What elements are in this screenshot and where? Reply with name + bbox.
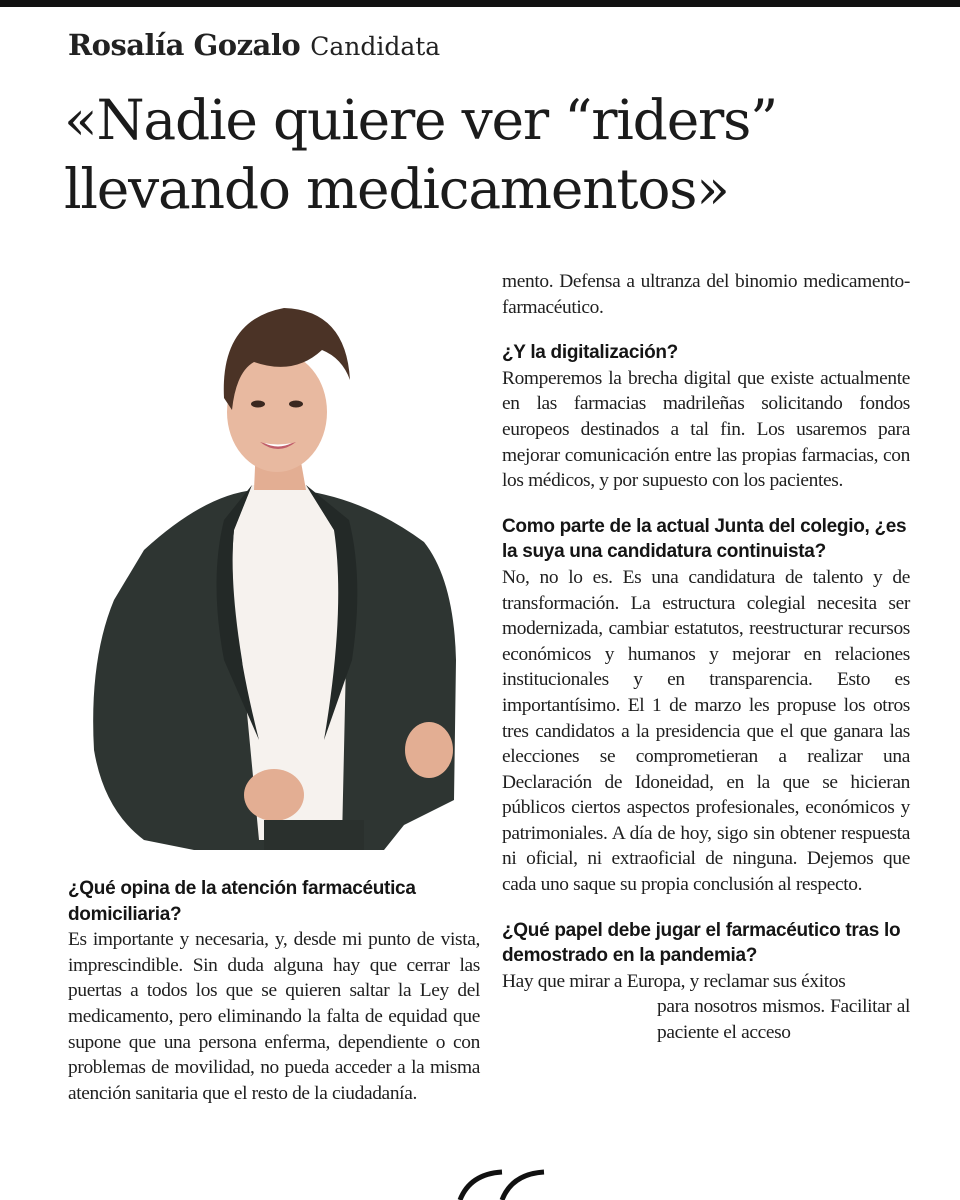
hand-left (244, 769, 304, 821)
qa-block-continuity (502, 514, 910, 898)
byline (68, 28, 440, 62)
left-column (68, 876, 480, 1126)
question: ¿Qué papel debe jugar el farmacéutico tras lo demostrado en la pandemia? (502, 919, 901, 967)
answer: Es importante y necesaria, y, desde mi punto de vista, imprescindible. Sin duda alguna hay que cerrar las puertas a todos los que se quieren saltar la Ley del medicamento, pero eliminando la falta de equidad que supone que una persona enferma, dependiente o con problemas de movilidad, no pueda acceder a la misma atención sanitaria que el resto de la ciudadanía. (68, 929, 480, 1104)
answer: No, no lo es. Es una candidatura de talento y de transformación. La estructura colegial necesita ser modernizada, cambiar estatutos, reestructurar recursos económicos y humanos y mejorar en relaciones institucionales y en transparencia. Esto es importantísimo. El 1 de marzo les propuse los otros tres candidatos a la presidencia que el que ganara las elecciones se comprometieran a realizar una Declaración de Idoneidad, en la que se hicieran públicos ciertos aspectos profesionales, económicos y patrimoniales. A día de hoy, sigo sin obtener respuesta ni oficial, ni extraoficial de ninguna. Dejemos que cada uno saque su propia conclusión al respecto. (502, 566, 910, 896)
hand-right (405, 722, 453, 778)
answer-line-1: Hay que mirar a Europa, y reclamar sus éxitos (502, 970, 846, 992)
eye-right (289, 401, 303, 408)
answer: Romperemos la brecha digital que existe actualmente en las farmacias madrileñas solicitando fondos europeos destinados a tal fin. Los usaremos para mejorar comunicación entre las propias farmacias, con los médicos, y por supuesto con los pacientes. (502, 367, 910, 492)
author-name: Rosalía Gozalo (68, 28, 301, 62)
continued-text: mento. Defensa a ultranza del binomio medicamento-farmacéutico. (502, 271, 910, 318)
qa-block-pandemic (502, 918, 910, 1046)
eye-left (251, 401, 265, 408)
qa-block-home-care (68, 876, 480, 1106)
headline (64, 86, 944, 224)
question: ¿Qué opina de la atención farmacéutica domiciliaria? (68, 878, 416, 925)
question: Como parte de la actual Junta del colegio, ¿es la suya una candidatura continuista? (502, 515, 907, 563)
author-role: Candidata (310, 32, 441, 61)
qa-block-digitalization (502, 340, 910, 494)
candidate-photo (84, 280, 474, 850)
question: ¿Y la digitalización? (502, 342, 678, 364)
waistband (264, 820, 364, 850)
pull-quote-mark-icon (440, 1168, 550, 1200)
top-rule (0, 0, 960, 7)
headline-line-2: llevando medicamentos» (64, 157, 729, 221)
headline-line-1: «Nadie quiere ver “riders” (64, 88, 778, 152)
answer-line-2: para nosotros mismos. Facilitar al paciente el acceso (657, 996, 910, 1044)
right-column (502, 269, 910, 1066)
